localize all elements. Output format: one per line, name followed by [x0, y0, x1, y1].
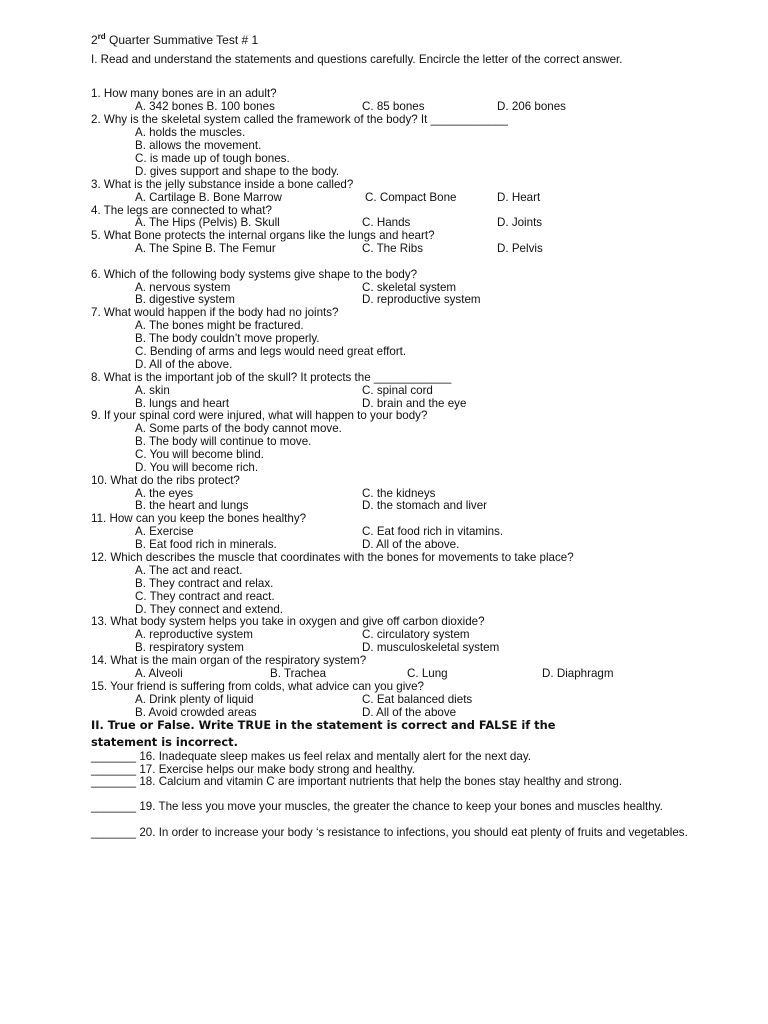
question-11: 11. How can you keep the bones healthy? [91, 512, 307, 525]
q4-choices-ab: A. The Hips (Pelvis) B. Skull [135, 216, 280, 229]
q14-choice-c: C. Lung [407, 667, 448, 680]
q5-choice-d: D. Pelvis [497, 242, 543, 255]
q6-choice-d: D. reproductive system [362, 293, 481, 306]
q9-choice-d: D. You will become rich. [135, 461, 259, 474]
q6-choice-c: C. skeletal system [362, 281, 457, 294]
question-8: 8. What is the important job of the skull? It protects the ____________ [91, 371, 452, 384]
q9-choice-b: B. The body will continue to move. [135, 435, 312, 448]
title-text: Quarter Summative Test # 1 [105, 33, 259, 47]
q7-choice-c: C. Bending of arms and legs would need great effort. [135, 345, 407, 358]
q14-choice-d: D. Diaphragm [542, 667, 614, 680]
q2-choice-c: C. is made up of tough bones. [135, 152, 290, 165]
statement-17: _______ 17. Exercise helps our make body strong and healthy. [91, 763, 415, 776]
statement-16: _______ 16. Inadequate sleep makes us feel relax and mentally alert for the next day. [91, 750, 531, 763]
instructions: I. Read and understand the statements and questions carefully. Encircle the letter of the correct answer. [91, 53, 623, 66]
q4-choice-c: C. Hands [362, 216, 411, 229]
q9-choice-c: C. You will become blind. [135, 448, 264, 461]
q14-choice-a: A. Alveoli [135, 667, 183, 680]
q3-choice-c: C. Compact Bone [365, 191, 457, 204]
question-9: 9. If your spinal cord were injured, what will happen to your body? [91, 409, 428, 422]
q8-choice-b: B. lungs and heart [135, 397, 230, 410]
q11-choice-b: B. Eat food rich in minerals. [135, 538, 277, 551]
q10-choice-a: A. the eyes [135, 487, 194, 500]
statement-20: _______ 20. In order to increase your body ‘s resistance to infections, you should eat plenty of fruits and vegetables. [91, 826, 688, 839]
q10-choice-d: D. the stomach and liver [362, 499, 488, 512]
q14-choice-b: B. Trachea [270, 667, 327, 680]
q3-choices-ab: A. Cartilage B. Bone Marrow [135, 191, 282, 204]
q13-choice-b: B. respiratory system [135, 641, 244, 654]
q3-choice-d: D. Heart [497, 191, 541, 204]
question-12: 12. Which describes the muscle that coordinates with the bones for movements to take place? [91, 551, 574, 564]
q15-choice-a: A. Drink plenty of liquid [135, 693, 254, 706]
page-title [91, 34, 258, 47]
q15-choice-b: B. Avoid crowded areas [135, 706, 257, 719]
section-2-heading-cont: statement is incorrect. [91, 735, 238, 749]
q7-choice-b: B. The body couldn’t move properly. [135, 332, 320, 345]
q11-choice-d: D. All of the above. [362, 538, 460, 551]
q10-choice-c: C. the kidneys [362, 487, 436, 500]
title-superscript: rd [97, 32, 106, 41]
q1-choice-d: D. 206 bones [497, 100, 566, 113]
q13-choice-a: A. reproductive system [135, 628, 253, 641]
question-5: 5. What Bone protects the internal organs like the lungs and heart? [91, 229, 435, 242]
q15-choice-d: D. All of the above [362, 706, 457, 719]
statement-19: _______ 19. The less you move your muscles, the greater the chance to keep your bones and muscles healthy. [91, 800, 663, 813]
q6-choice-a: A. nervous system [135, 281, 231, 294]
q6-choice-b: B. digestive system [135, 293, 235, 306]
question-4: 4. The legs are connected to what? [91, 204, 272, 217]
q2-choice-d: D. gives support and shape to the body. [135, 165, 340, 178]
question-7: 7. What would happen if the body had no joints? [91, 306, 339, 319]
question-2: 2. Why is the skeletal system called the framework of the body? It ____________ [91, 113, 508, 126]
q11-choice-a: A. Exercise [135, 525, 194, 538]
question-14: 14. What is the main organ of the respiratory system? [91, 654, 367, 667]
q7-choice-a: A. The bones might be fractured. [135, 319, 304, 332]
q7-choice-d: D. All of the above. [135, 358, 233, 371]
question-1: 1. How many bones are in an adult? [91, 87, 277, 100]
q15-choice-c: C. Eat balanced diets [362, 693, 473, 706]
question-10: 10. What do the ribs protect? [91, 474, 240, 487]
q12-choice-a: A. The act and react. [135, 564, 243, 577]
q10-choice-b: B. the heart and lungs [135, 499, 249, 512]
q1-choices-ab: A. 342 bones B. 100 bones [135, 100, 275, 113]
q4-choice-d: D. Joints [497, 216, 543, 229]
title-ordinal: 2 [91, 33, 98, 47]
q8-choice-a: A. skin [135, 384, 170, 397]
q1-choice-c: C. 85 bones [362, 100, 425, 113]
q8-choice-c: C. spinal cord [362, 384, 433, 397]
q13-choice-d: D. musculoskeletal system [362, 641, 500, 654]
question-6: 6. Which of the following body systems give shape to the body? [91, 268, 418, 281]
section-2-heading: II. True or False. Write TRUE in the statement is correct and FALSE if the [91, 718, 556, 732]
q2-choice-b: B. allows the movement. [135, 139, 262, 152]
q9-choice-a: A. Some parts of the body cannot move. [135, 422, 342, 435]
q8-choice-d: D. brain and the eye [362, 397, 467, 410]
q2-choice-a: A. holds the muscles. [135, 126, 246, 139]
q5-choices-ab: A. The Spine B. The Femur [135, 242, 276, 255]
q12-choice-b: B. They contract and relax. [135, 577, 274, 590]
q12-choice-d: D. They connect and extend. [135, 603, 284, 616]
q11-choice-c: C. Eat food rich in vitamins. [362, 525, 504, 538]
question-13: 13. What body system helps you take in oxygen and give off carbon dioxide? [91, 615, 485, 628]
statement-18: _______ 18. Calcium and vitamin C are important nutrients that help the bones stay healthy and strong. [91, 775, 623, 788]
question-15: 15. Your friend is suffering from colds, what advice can you give? [91, 680, 424, 693]
question-3: 3. What is the jelly substance inside a bone called? [91, 178, 354, 191]
q12-choice-c: C. They contract and react. [135, 590, 275, 603]
q13-choice-c: C. circulatory system [362, 628, 470, 641]
q5-choice-c: C. The Ribs [362, 242, 423, 255]
